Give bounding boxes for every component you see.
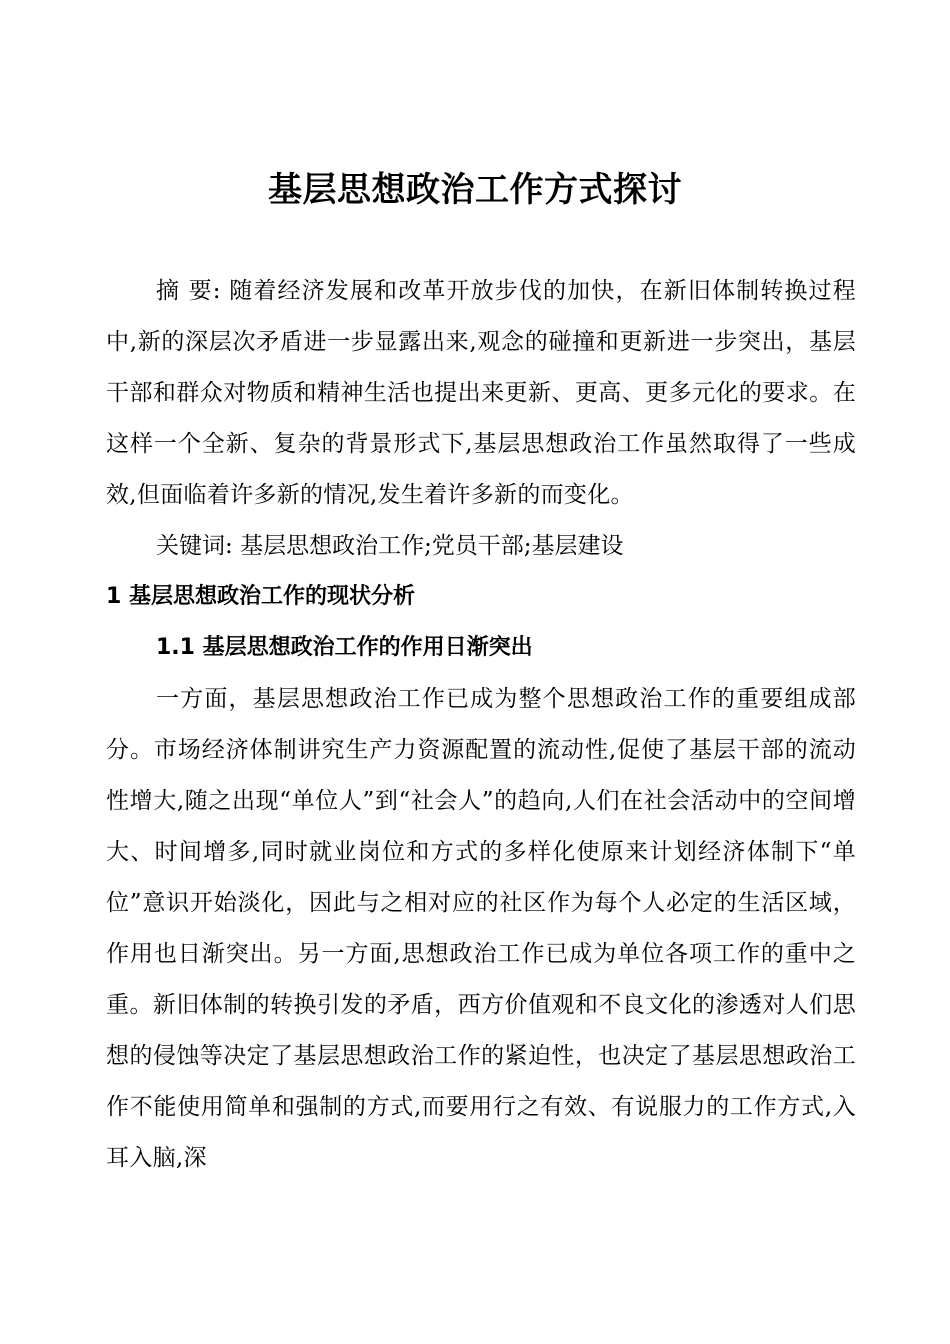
section-1-1-paragraph: 一方面，基层思想政治工作已成为整个思想政治工作的重要组成部分。市场经济体制讲究生产力资源配置的流动性,促使了基层干部的流动性增大,随之出现“单位人”到“社会人”的趋向,人们在社会活动中的空间增大、时间增多,同时就业岗位和方式的多样化使原来计划经济体制下“单位”意识开始淡化，因此与之相对应的社区作为每个人必定的生活区域，作用也日渐突出。另一方面,思想政治工作已成为单位各项工作的重中之重。新旧体制的转换引发的矛盾，西方价值观和不良文化的渗透对人们思想的侵蚀等决定了基层思想政治工作的紧迫性，也决定了基层思想政治工作不能使用简单和强制的方式,而要用行之有效、有说服力的工作方式,入耳入脑,深 (106, 686, 856, 1171)
keywords-text: 基层思想政治工作;党员干部;基层建设 (240, 533, 624, 559)
document-title: 基层思想政治工作方式探讨 (268, 170, 682, 210)
keywords-label: 关键词: (156, 533, 233, 559)
abstract-paragraph (106, 266, 856, 521)
document-body (106, 266, 856, 1184)
section-1-heading: 1 基层思想政治工作的现状分析 (106, 584, 415, 609)
abstract-text: 随着经济发展和改革开放步伐的加快，在新旧体制转换过程中,新的深层次矛盾进一步显露出来,观念的碰撞和更新进一步突出，基层干部和群众对物质和精神生活也提出来更新、更高、更多元化的要求。在这样一个全新、复杂的背景形式下,基层思想政治工作虽然取得了一些成效,但面临着许多新的情况,发生着许多新的而变化。 (106, 278, 856, 508)
abstract-label: 摘 要: (156, 278, 221, 304)
section-1-1-heading: 1.1 基层思想政治工作的作用日渐突出 (156, 635, 533, 660)
keywords-line (106, 521, 856, 572)
